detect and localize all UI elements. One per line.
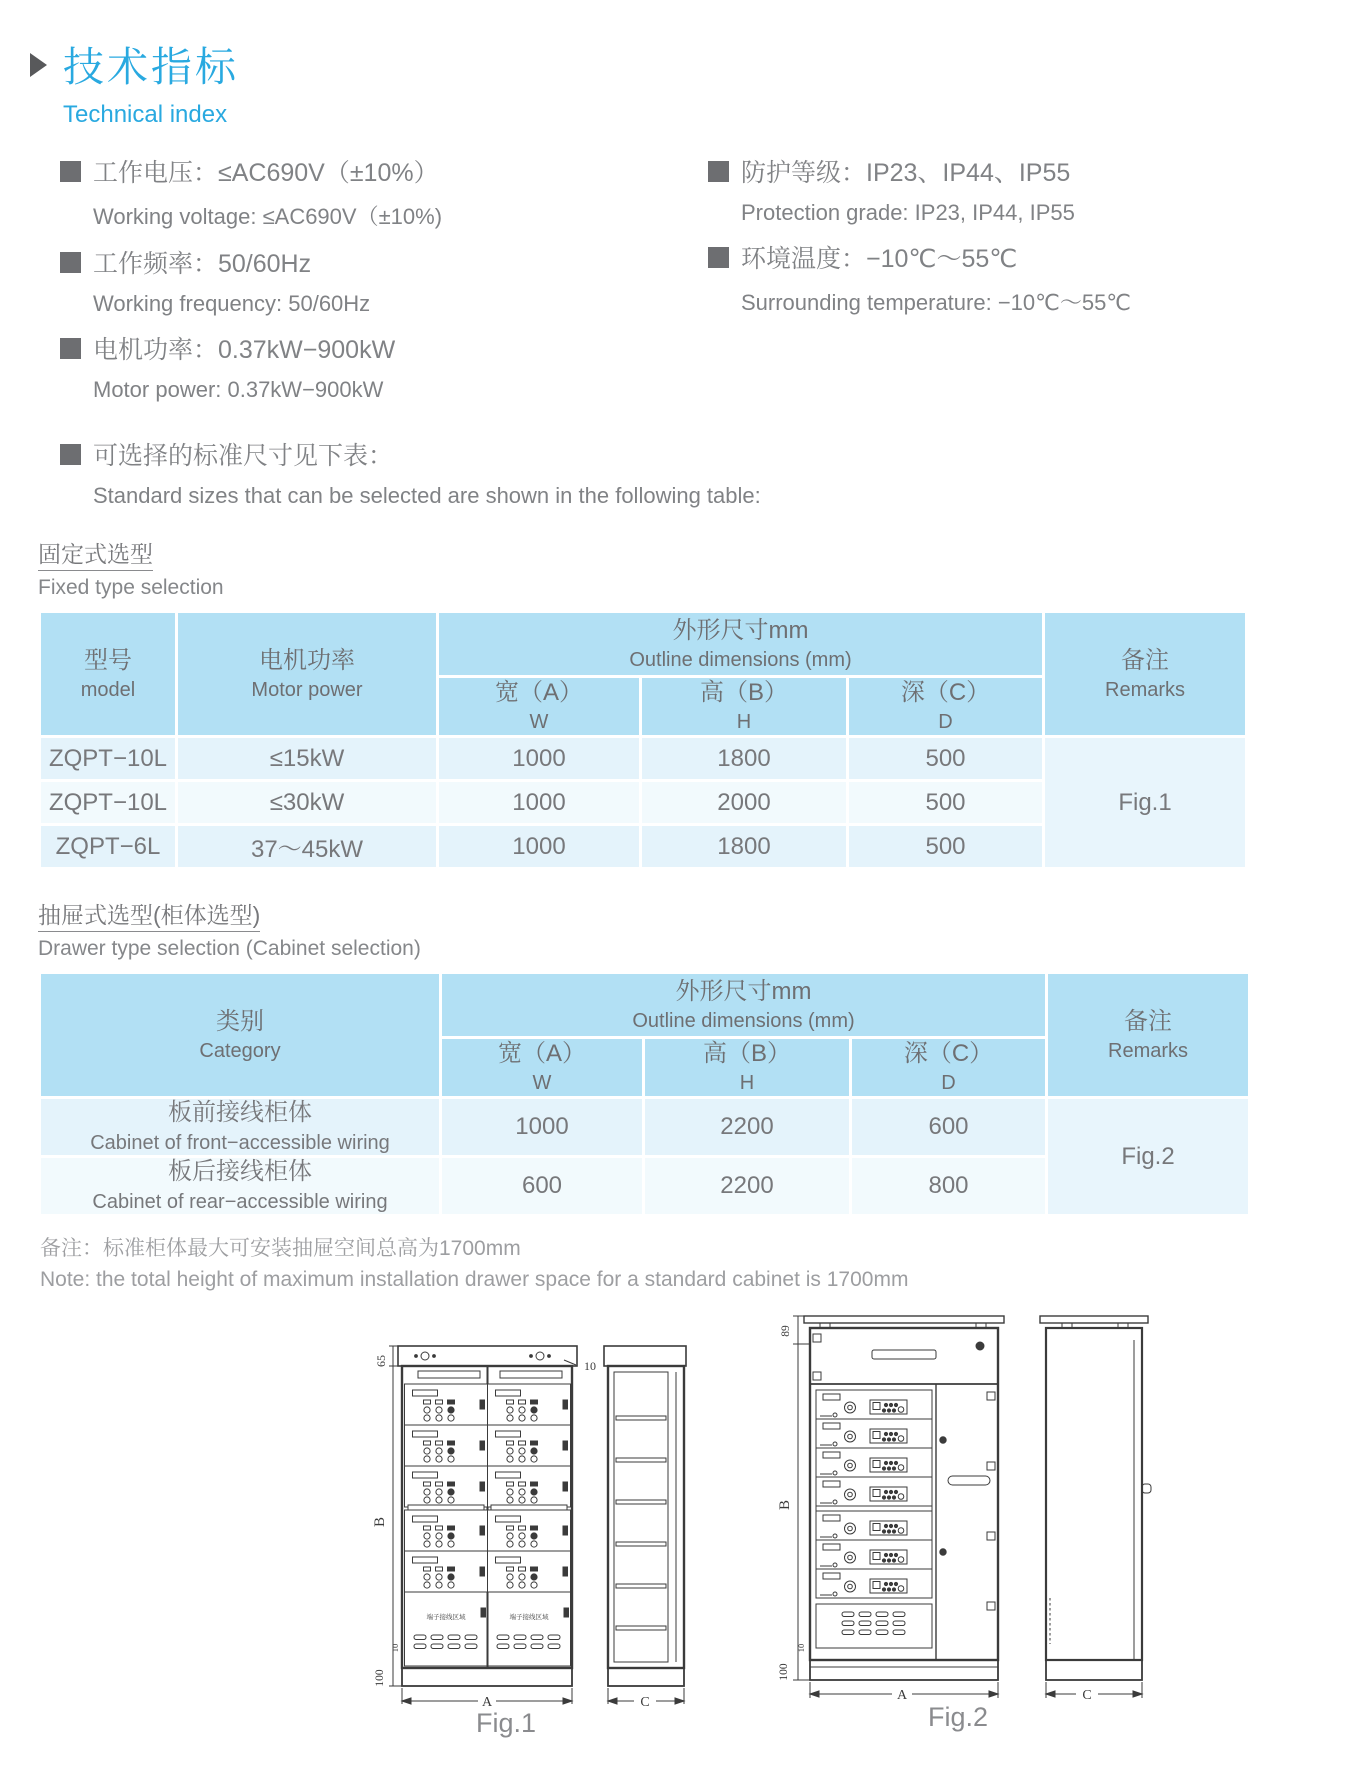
section-label-en: Fixed type selection	[38, 576, 224, 599]
spec-zh-text: 工作频率：50/60Hz	[93, 250, 312, 278]
col-header-height	[644, 1038, 851, 1098]
spec-working-voltage	[60, 153, 708, 231]
cell-height: 1800	[641, 825, 848, 869]
header-en: Category	[199, 1039, 281, 1062]
header-zh: 类别	[216, 1007, 264, 1035]
fig1-dim-cap-height: 65	[374, 1355, 388, 1367]
fig1-dim-vent-height: 10	[390, 1643, 400, 1653]
fig2-dim-cap-height: 89	[780, 1325, 792, 1337]
col-header-width	[438, 677, 641, 737]
fixed-type-section-label	[38, 536, 1357, 600]
spec-en-text: Motor power: 0.37kW−900kW	[93, 377, 384, 402]
header-en: Remarks	[1105, 678, 1186, 701]
fig2-cabinet-drawing	[746, 1300, 1156, 1730]
cell-remarks: Fig.2	[1047, 1098, 1250, 1216]
fig2-caption: Fig.2	[928, 1702, 989, 1732]
fig1-dim-depth: C	[640, 1695, 650, 1710]
cell-remarks: Fig.1	[1044, 737, 1247, 869]
cell-power: ≤30kW	[177, 781, 438, 825]
cell-width: 1000	[438, 781, 641, 825]
drawer-type-section-label	[38, 897, 1357, 961]
cell-model: ZQPT−10L	[40, 781, 177, 825]
header-zh: 备注	[1121, 646, 1170, 674]
col-header-depth	[848, 677, 1044, 737]
section-label-zh: 抽屉式选型(柜体选型)	[38, 897, 260, 932]
cell-depth: 500	[848, 737, 1044, 781]
fig2-dim-vent-height: 10	[796, 1643, 806, 1653]
cell-power: ≤15kW	[177, 737, 438, 781]
spec-protection-grade	[708, 153, 1131, 226]
header-zh: 宽（A）	[494, 679, 583, 706]
header-en: D	[938, 711, 953, 733]
fig2-dim-body-height: B	[777, 1499, 793, 1511]
col-header-motor-power	[177, 612, 438, 737]
spec-en-text: Surrounding temperature: −10℃～55℃	[741, 290, 1132, 315]
cell-category	[40, 1098, 441, 1157]
section-label-zh: 固定式选型	[38, 536, 153, 571]
bullet-square-icon	[60, 338, 81, 359]
category-zh: 板前接线柜体	[168, 1099, 312, 1127]
table-note	[40, 1232, 1357, 1292]
fig1-dim-width: A	[481, 1695, 493, 1710]
bullet-square-icon	[60, 252, 81, 273]
header-en: Outline dimensions (mm)	[632, 1009, 855, 1032]
page-header	[30, 34, 1357, 129]
figures-area	[0, 1300, 1357, 1780]
spec-zh-text: 电机功率：0.37kW−900kW	[93, 336, 396, 364]
page-title: 技术指标	[63, 44, 239, 90]
cell-width: 1000	[438, 737, 641, 781]
cell-depth: 500	[848, 825, 1044, 869]
spec-en-text: Working voltage: ≤AC690V（±10%)	[93, 204, 443, 229]
spec-en-text: Working frequency: 50/60Hz	[93, 291, 371, 316]
category-en: Cabinet of rear−accessible wiring	[92, 1190, 388, 1213]
bullet-square-icon	[708, 161, 729, 182]
cell-category	[40, 1157, 441, 1216]
col-header-category	[40, 973, 441, 1098]
spec-zh-text: 可选择的标准尺寸见下表：	[93, 442, 394, 470]
fig2-dim-width: A	[896, 1688, 908, 1703]
header-en: W	[532, 1072, 552, 1094]
cell-height: 1800	[641, 737, 848, 781]
header-en: model	[80, 678, 136, 701]
section-label-en: Drawer type selection (Cabinet selection)	[38, 937, 421, 960]
cell-height: 2200	[644, 1157, 851, 1216]
cell-height: 2000	[641, 781, 848, 825]
fixed-type-table	[38, 610, 1248, 870]
table-row	[40, 737, 1247, 781]
header-zh: 深（C）	[903, 1040, 994, 1067]
header-zh: 深（C）	[900, 679, 991, 706]
col-header-model	[40, 612, 177, 737]
header-en: Motor power	[251, 678, 363, 701]
spec-motor-power	[60, 330, 708, 403]
section-arrow-icon	[30, 53, 47, 77]
spec-list-right	[708, 153, 1131, 416]
cell-width: 1000	[438, 825, 641, 869]
bullet-square-icon	[60, 161, 81, 182]
spec-zh-text: 防护等级：IP23、IP44、IP55	[741, 159, 1071, 187]
col-header-width	[441, 1038, 644, 1098]
header-zh: 外形尺寸mm	[672, 616, 809, 644]
header-zh: 高（B）	[699, 679, 788, 706]
header-zh: 外形尺寸mm	[675, 977, 812, 1005]
header-en: Remarks	[1108, 1039, 1189, 1062]
col-header-height	[641, 677, 848, 737]
col-header-remarks	[1044, 612, 1247, 737]
category-en: Cabinet of front−accessible wiring	[90, 1131, 390, 1154]
header-zh: 电机功率	[259, 646, 355, 674]
spec-working-frequency	[60, 244, 708, 317]
spec-zh-text: 环境温度：−10℃～55℃	[741, 245, 1018, 273]
fig1-caption: Fig.1	[476, 1708, 537, 1738]
fig1-cabinet-drawing	[368, 1330, 703, 1730]
header-zh: 高（B）	[702, 1040, 791, 1067]
header-en: D	[941, 1072, 956, 1094]
col-header-outline-dimensions	[438, 612, 1044, 677]
spec-list-left	[60, 153, 708, 416]
fig1-dim-top-right: 10	[584, 1359, 596, 1373]
header-zh: 宽（A）	[497, 1040, 586, 1067]
header-zh: 型号	[84, 646, 132, 674]
note-zh: 备注：标准柜体最大可安装抽屉空间总高为1700mm	[40, 1237, 521, 1260]
note-en: Note: the total height of maximum installation drawer space for a standard cabinet is 1700mm	[40, 1268, 909, 1291]
fig1-terminal-area-label: 端子接线区域	[426, 1614, 466, 1621]
col-header-outline-dimensions	[441, 973, 1047, 1038]
col-header-depth	[851, 1038, 1047, 1098]
spec-en-text: Protection grade: IP23, IP44, IP55	[741, 200, 1075, 225]
cell-model: ZQPT−6L	[40, 825, 177, 869]
page-subtitle: Technical index	[63, 101, 228, 128]
cell-model: ZQPT−10L	[40, 737, 177, 781]
fig1-terminal-area-label: 端子接线区域	[509, 1614, 549, 1621]
header-en: H	[739, 1072, 755, 1094]
header-en: H	[736, 711, 752, 733]
fig1-dim-base-height: 100	[374, 1669, 386, 1687]
header-en: Outline dimensions (mm)	[629, 648, 852, 671]
cell-width: 600	[441, 1157, 644, 1216]
cell-width: 1000	[441, 1098, 644, 1157]
cell-height: 2200	[644, 1098, 851, 1157]
cell-depth: 800	[851, 1157, 1047, 1216]
header-en: W	[529, 711, 549, 733]
col-header-remarks	[1047, 973, 1250, 1098]
fig2-dim-base-height: 100	[778, 1663, 790, 1681]
cell-power: 37～45kW	[177, 825, 438, 869]
spec-surrounding-temperature	[708, 239, 1131, 317]
fig2-dim-depth: C	[1082, 1688, 1092, 1703]
fig1-dim-body-height: B	[372, 1516, 388, 1528]
bullet-square-icon	[60, 444, 81, 465]
bullet-square-icon	[708, 247, 729, 268]
category-zh: 板后接线柜体	[168, 1158, 312, 1186]
drawer-type-table	[38, 971, 1251, 1217]
header-zh: 备注	[1124, 1007, 1173, 1035]
cell-depth: 600	[851, 1098, 1047, 1157]
spec-table-intro	[60, 436, 1357, 509]
spec-en-text: Standard sizes that can be selected are shown in the following table:	[93, 483, 761, 508]
spec-zh-text: 工作电压：≤AC690V（±10%）	[93, 159, 439, 187]
cell-depth: 500	[848, 781, 1044, 825]
spec-list	[60, 153, 1357, 416]
table-row	[40, 1098, 1250, 1157]
